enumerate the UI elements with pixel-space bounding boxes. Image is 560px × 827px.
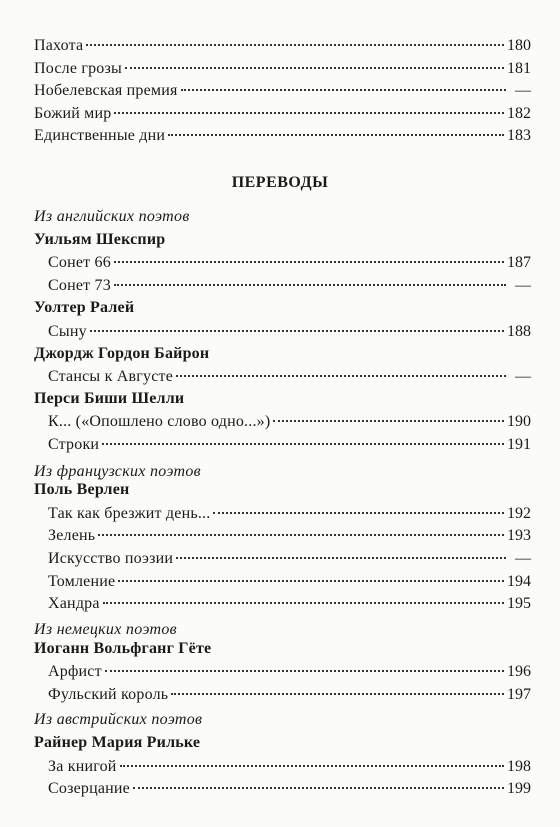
toc-entry [48,572,531,592]
toc-entry [48,504,531,524]
dot-leader [98,534,504,536]
dot-leader [273,420,504,422]
entry-page: 198 [507,758,531,775]
section-heading: ПЕРЕВОДЫ [231,174,329,191]
toc-entry [48,253,531,273]
entry-title: Стансы к Августе [48,368,174,385]
toc-entry [48,757,531,777]
entry-page: 187 [507,254,531,271]
entry-page: 195 [507,595,531,612]
entry-title: Сонет 73 [48,277,111,294]
dot-leader [90,330,504,332]
entry-page: 197 [507,686,531,703]
dot-leader [86,44,504,46]
dot-leader [118,580,504,582]
dot-leader [105,670,504,672]
dot-leader [168,134,504,136]
author-name: Райнер Мария Рильке [34,734,201,751]
entry-title: Созерцание [48,780,130,797]
entry-title: Единственные дни [34,127,166,144]
entry-page: 191 [507,436,531,453]
toc-entry [48,594,531,614]
dot-leader [125,67,504,69]
entry-title: Так как брезжит день... [48,505,211,522]
entry-page: 196 [507,663,531,680]
dot-leader [114,112,504,114]
entry-page: 188 [507,323,531,340]
dot-leader [176,375,506,377]
toc-entry [48,322,531,342]
entry-page: 194 [507,573,531,590]
entry-page: 192 [507,505,531,522]
entry-title: Пахота [34,37,84,54]
toc-entry [48,549,531,569]
entry-page: — [515,277,531,294]
entry-title: Строки [48,436,100,453]
toc-entry [48,779,531,799]
group-label: Из французских поэтов [34,463,201,480]
entry-title: Искусство поэзии [48,550,174,567]
dot-leader [120,765,504,767]
toc-entry [34,104,531,124]
toc-entry [34,81,531,101]
entry-title: Зелень [48,527,96,544]
entry-page: 183 [507,127,531,144]
group-label: Из английских поэтов [34,208,190,225]
entry-page: 190 [507,413,531,430]
dot-leader [102,443,504,445]
entry-title: Фульский король [48,686,169,703]
toc-entry [34,59,531,79]
entry-page: 199 [507,780,531,797]
entry-title: Сонет 66 [48,254,111,271]
group-label: Из немецких поэтов [34,621,177,638]
dot-leader [176,557,506,559]
entry-title: Арфист [48,663,102,680]
toc-entry [48,412,531,432]
entry-page: — [515,368,531,385]
dot-leader [213,512,504,514]
entry-title: Хандра [48,595,100,612]
author-name: Перси Биши Шелли [34,390,185,407]
dot-leader [114,284,506,286]
toc-entry [48,685,531,705]
dot-leader [171,693,504,695]
group-label: Из австрийских поэтов [34,711,203,728]
entry-title: После грозы [34,60,122,77]
entry-title: Нобелевская премия [34,82,178,99]
toc-entry [34,126,531,146]
entry-page: 193 [507,527,531,544]
toc-entry [48,435,531,455]
toc-entry [48,662,531,682]
author-name: Уильям Шекспир [34,231,166,248]
entry-page: 180 [507,37,531,54]
entry-title: Божий мир [34,105,112,122]
author-name: Иоганн Вольфганг Гёте [34,640,212,657]
entry-title: Сыну [48,323,87,340]
entry-title: Томление [48,573,116,590]
toc-entry [48,276,531,296]
author-name: Джордж Гордон Байрон [34,345,210,362]
toc-entry [34,36,531,56]
entry-title: К... («Опошлено слово одно...») [48,413,271,430]
entry-page: 182 [507,105,531,122]
dot-leader [103,602,504,604]
entry-page: 181 [507,60,531,77]
toc-entry [48,367,531,387]
entry-page: — [515,82,531,99]
entry-page: — [515,550,531,567]
toc-entry [48,526,531,546]
dot-leader [181,89,506,91]
author-name: Поль Верлен [34,481,130,498]
dot-leader [133,787,504,789]
dot-leader [114,261,504,263]
author-name: Уолтер Ралей [34,299,135,316]
entry-title: За книгой [48,758,117,775]
